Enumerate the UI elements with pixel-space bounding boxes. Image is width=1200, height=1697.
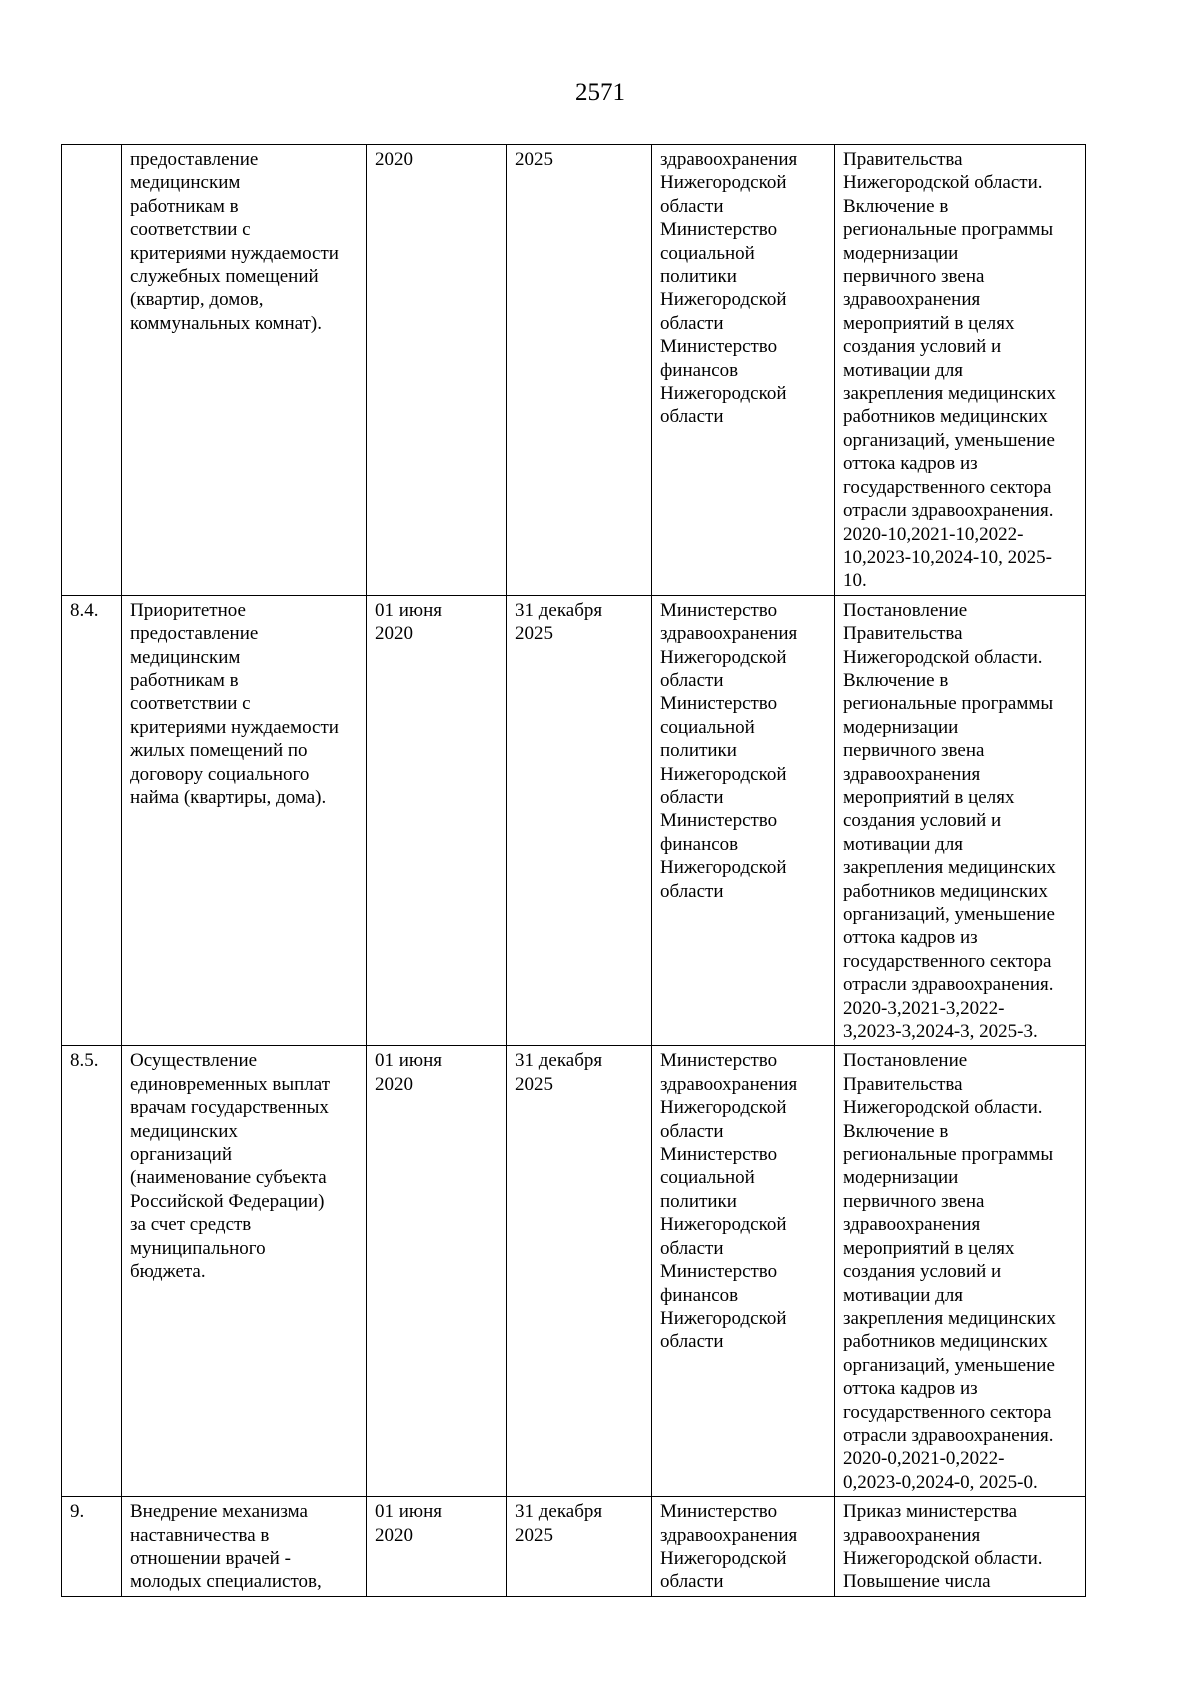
- page-number: 2571: [575, 79, 625, 106]
- cell-start-date: 01 июня 2020: [367, 1497, 507, 1597]
- cell-result: Постановление Правительства Нижегородской области. Включение в региональные программы модернизации первичного звена здравоохранения мероприятий в целях создания условий и мотивации для закрепления медицинских работников медицинских организаций, уменьшение оттока кадров из государственного сектора отрасли здравоохранения. 2020-0,2021-0,2022- 0,2023-0,2024-0, 2025-0.: [835, 1046, 1086, 1497]
- cell-measure-name: Приоритетное предоставление медицинским работникам в соответствии с критериями нуждаемости жилых помещений по договору социального найма (квартиры, дома).: [122, 595, 367, 1046]
- table-row: [62, 1497, 1086, 1597]
- cell-measure-name: Осуществление единовременных выплат врачам государственных медицинских организаций (наименование субъекта Российской Федерации) за счет средств муниципального бюджета.: [122, 1046, 367, 1497]
- cell-number: 9.: [62, 1497, 122, 1597]
- cell-executors: Министерство здравоохранения Нижегородской области Министерство социальной политики Нижегородской области Министерство финансов Нижегородской области: [652, 595, 835, 1046]
- table-row: [62, 145, 1086, 596]
- cell-number: 8.4.: [62, 595, 122, 1046]
- cell-start-date: 01 июня 2020: [367, 595, 507, 1046]
- cell-measure-name: предоставление медицинским работникам в соответствии с критериями нуждаемости служебных помещений (квартир, домов, коммунальных комнат).: [122, 145, 367, 596]
- cell-end-date: 31 декабря 2025: [507, 1497, 652, 1597]
- cell-end-date: 31 декабря 2025: [507, 1046, 652, 1497]
- cell-result: Правительства Нижегородской области. Включение в региональные программы модернизации первичного звена здравоохранения мероприятий в целях создания условий и мотивации для закрепления медицинских работников медицинских организаций, уменьшение оттока кадров из государственного сектора отрасли здравоохранения. 2020-10,2021-10,2022- 10,2023-10,2024-10, 2025- 10.: [835, 145, 1086, 596]
- cell-end-date: 31 декабря 2025: [507, 595, 652, 1046]
- cell-start-date: 01 июня 2020: [367, 1046, 507, 1497]
- cell-start-date: 2020: [367, 145, 507, 596]
- cell-end-date: 2025: [507, 145, 652, 596]
- cell-result: Приказ министерства здравоохранения Нижегородской области. Повышение числа: [835, 1497, 1086, 1597]
- cell-executors: Министерство здравоохранения Нижегородской области: [652, 1497, 835, 1597]
- measures-table: [61, 144, 1086, 1597]
- cell-result: Постановление Правительства Нижегородской области. Включение в региональные программы модернизации первичного звена здравоохранения мероприятий в целях создания условий и мотивации для закрепления медицинских работников медицинских организаций, уменьшение оттока кадров из государственного сектора отрасли здравоохранения. 2020-3,2021-3,2022- 3,2023-3,2024-3, 2025-3.: [835, 595, 1086, 1046]
- table-row: [62, 595, 1086, 1046]
- cell-number: 8.5.: [62, 1046, 122, 1497]
- cell-executors: Министерство здравоохранения Нижегородской области Министерство социальной политики Нижегородской области Министерство финансов Нижегородской области: [652, 1046, 835, 1497]
- table-row: [62, 1046, 1086, 1497]
- cell-number: [62, 145, 122, 596]
- cell-executors: здравоохранения Нижегородской области Министерство социальной политики Нижегородской области Министерство финансов Нижегородской области: [652, 145, 835, 596]
- cell-measure-name: Внедрение механизма наставничества в отношении врачей - молодых специалистов,: [122, 1497, 367, 1597]
